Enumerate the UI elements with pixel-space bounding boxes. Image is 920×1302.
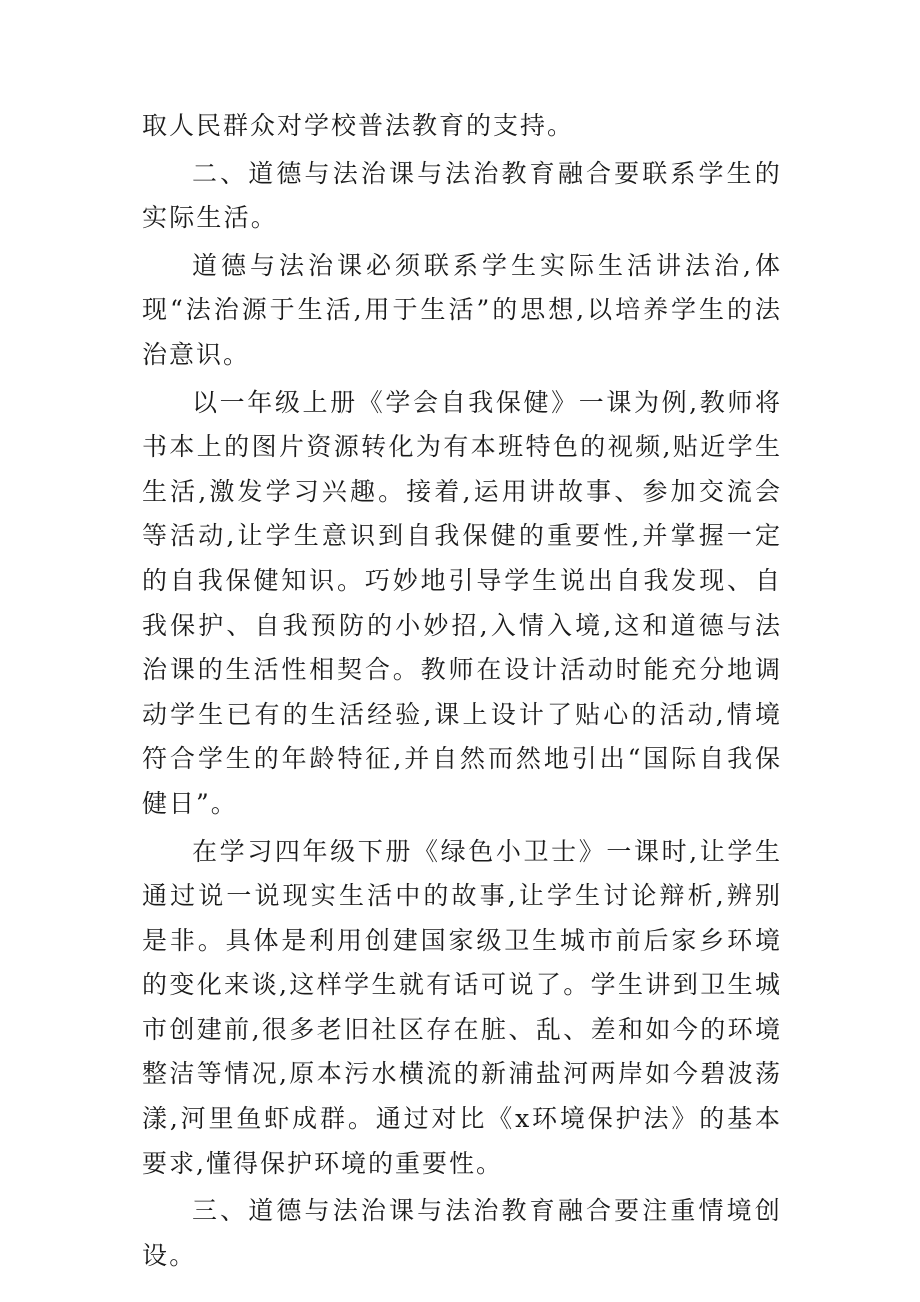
document-body — [142, 104, 782, 1281]
paragraph-5: 在学习四年级下册《绿色小卫士》一课时,让学生通过说一说现实生活中的故事,让学生讨论辩析,辨别是非。具体是利用创建国家级卫生城市前后家乡环境的变化来谈,这样学生就有话可说了。学生讲到卫生城市创建前,很多老旧社区存在脏、乱、差和如今的环境整洁等情况,原本污水横流的新浦盐河两岸如今碧波荡漾,河里鱼虾成群。通过对比《x环境保护法》的基本要求,懂得保护环境的重要性。 — [142, 836, 782, 1178]
paragraph-3: 道德与法治课必须联系学生实际生活讲法治,体现“法治源于生活,用于生活”的思想,以培养学生的法治意识。 — [142, 250, 782, 369]
paragraph-1: 取人民群众对学校普法教育的支持。 — [142, 111, 575, 140]
section-heading-3: 三、道德与法治课与法治教育融合要注重情境创设。 — [142, 1196, 782, 1270]
section-heading-2: 二、道德与法治课与法治教育融合要联系学生的实际生活。 — [142, 158, 782, 233]
paragraph-4: 以一年级上册《学会自我保健》一课为例,教师将书本上的图片资源转化为有本班特色的视频,贴近学生生活,激发学习兴趣。接着,运用讲故事、参加交流会等活动,让学生意识到自我保健的重要性,并掌握一定的自我保健知识。巧妙地引导学生说出自我发现、自我保护、自我预防的小妙招,入情入境,这和道德与法治课的生活性相契合。教师在设计活动时能充分地调动学生已有的生活经验,课上设计了贴心的活动,情境符合学生的年龄特征,并自然而然地引出“国际自我保健日”。 — [142, 387, 782, 818]
